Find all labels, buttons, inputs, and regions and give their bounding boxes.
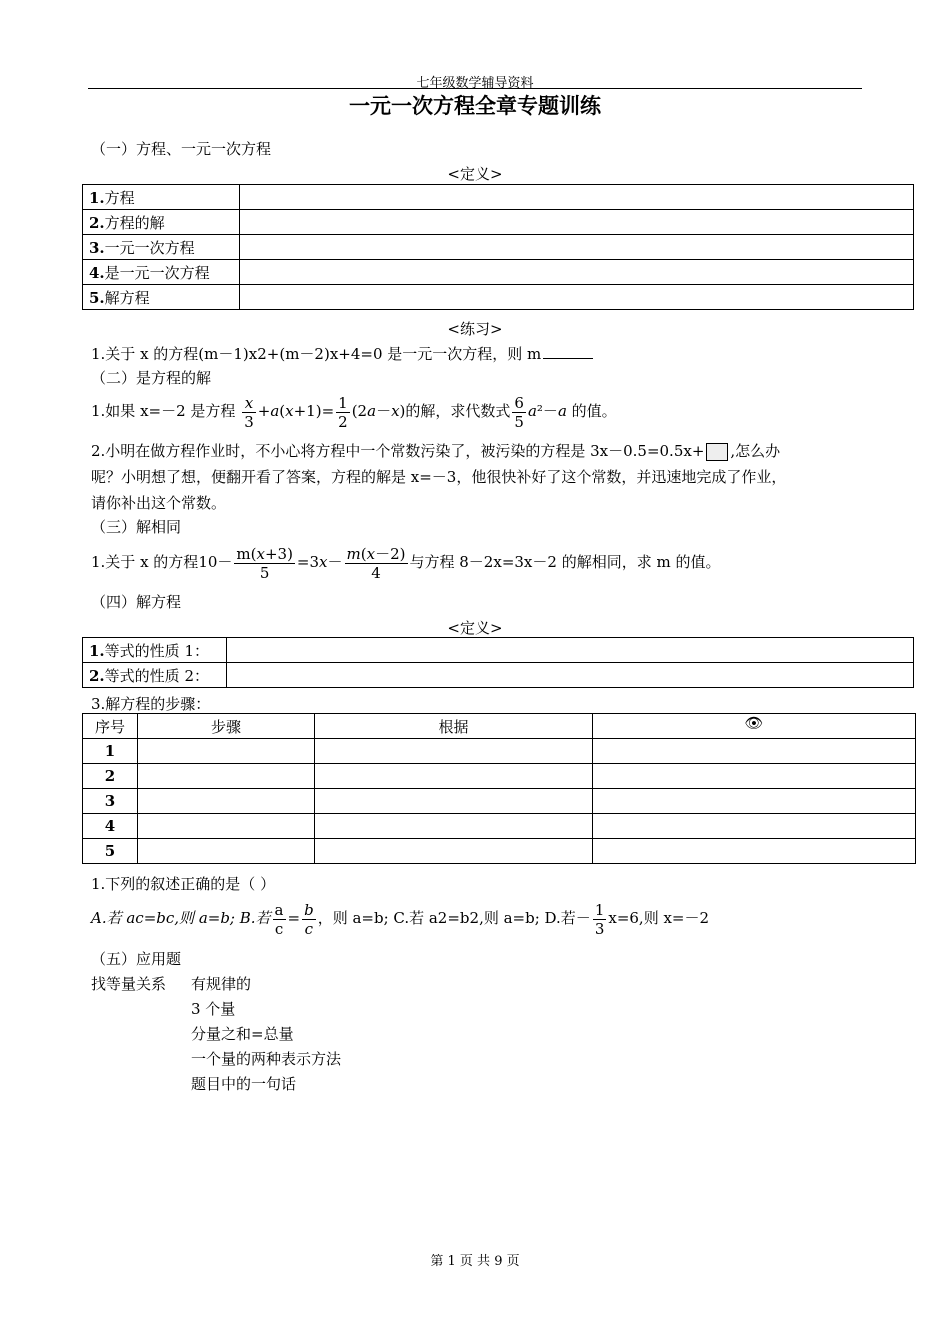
definition-label: <定义>: [447, 165, 503, 183]
basis-cell[interactable]: [315, 789, 593, 814]
step-number: 5: [83, 839, 138, 864]
fraction: $\frac{1}{2}$: [338, 393, 348, 431]
basis-cell[interactable]: [315, 764, 593, 789]
step-cell[interactable]: [138, 789, 315, 814]
section-1-heading: （一）方程、一元一次方程: [91, 140, 272, 158]
practice-label: <练习>: [447, 320, 503, 338]
section-3-heading: （三）解相同: [91, 518, 182, 536]
step-cell[interactable]: [138, 839, 315, 864]
basis-cell[interactable]: [315, 739, 593, 764]
multiple-choice-options: A.若 ac=bc,则 a=b; B.若 $\frac{a}{c}$ = $\frac{b}{c}$ ，则 a=b; C.若 a2=b2,则 a=b; D.若－ $\frac{1}{3}$ x=6,则 x=－2: [91, 900, 710, 938]
note-cell[interactable]: [593, 764, 916, 789]
definition-row: 1.方程: [83, 185, 240, 210]
definition-answer-cell[interactable]: [240, 285, 914, 310]
section-2-question-2-line-2: 呢？小明想了想，便翻开看了答案，方程的解是 x=－3，他很快补好了这个常数，并迅速地完成了作业，: [91, 468, 787, 486]
note-cell[interactable]: [593, 789, 916, 814]
fraction: $\frac{x}{3}$: [244, 393, 254, 431]
section-5-heading: （五）应用题: [91, 950, 182, 968]
section-2-question-1: 1.如果 x=－2 是方程 $\frac{x}{3}$ +a(x+1)= $\frac{1}{2}$ (2a－x)的解，求代数式 $\frac{6}{5}$ a²－a 的值。: [91, 393, 617, 431]
fraction: $\frac{a}{c}$: [274, 900, 284, 938]
step-number: 1: [83, 739, 138, 764]
step-cell[interactable]: [138, 814, 315, 839]
property-answer-cell[interactable]: [227, 663, 914, 688]
steps-table: [82, 713, 916, 864]
property-row: 2.等式的性质 2：: [83, 663, 227, 688]
application-item: 有规律的: [191, 975, 252, 993]
definition-answer-cell[interactable]: [240, 260, 914, 285]
page-title: 一元一次方程全章专题训练: [349, 94, 601, 118]
step-number: 3: [83, 789, 138, 814]
eye-icon: 👁: [593, 714, 916, 739]
note-cell[interactable]: [593, 814, 916, 839]
definition-answer-cell[interactable]: [240, 185, 914, 210]
practice-question-1: 1.关于 x 的方程(m－1)x2+(m－2)x+4=0 是一元一次方程，则 m: [91, 343, 593, 364]
basis-cell[interactable]: [315, 814, 593, 839]
step-number: 2: [83, 764, 138, 789]
definition-answer-cell[interactable]: [240, 235, 914, 260]
fraction: $\frac{m(x+3)}{5}$: [236, 544, 293, 582]
application-label: 找等量关系: [91, 975, 167, 993]
page-footer: 第 1 页 共 9 页: [430, 1254, 520, 1269]
definition-row: 3.一元一次方程: [83, 235, 240, 260]
definition-row: 5.解方程: [83, 285, 240, 310]
header-rule: [88, 88, 862, 89]
column-header-step: 步骤: [138, 714, 315, 739]
multiple-choice-question: 1.下列的叙述正确的是（ ）: [91, 875, 276, 893]
section-4-heading: （四）解方程: [91, 593, 182, 611]
page-header: 七年级数学辅导资料: [416, 76, 534, 91]
section-2-heading: （二）是方程的解: [91, 369, 212, 387]
definition-row: 4.是一元一次方程: [83, 260, 240, 285]
property-answer-cell[interactable]: [227, 638, 914, 663]
answer-blank[interactable]: [543, 346, 593, 359]
column-header-basis: 根据: [315, 714, 593, 739]
definition-answer-cell[interactable]: [240, 210, 914, 235]
fraction: $\frac{b}{c}$: [304, 900, 314, 938]
application-item: 3 个量: [191, 1000, 236, 1018]
step-cell[interactable]: [138, 764, 315, 789]
section-3-question-1: 1.关于 x 的方程10－ $\frac{m(x+3)}{5}$ =3x－ $\frac{m(x-2)}{4}$ 与方程 8－2x=3x－2 的解相同，求 m 的值。: [91, 544, 721, 582]
section-2-question-2-line-3: 请你补出这个常数。: [91, 494, 227, 512]
note-cell[interactable]: [593, 739, 916, 764]
smudged-constant-box: [706, 443, 728, 461]
property-row: 1.等式的性质 1：: [83, 638, 227, 663]
definition-label-2: <定义>: [447, 619, 503, 637]
property-table: [82, 637, 914, 688]
fraction: $\frac{m(x-2)}{4}$: [346, 544, 406, 582]
note-cell[interactable]: [593, 839, 916, 864]
step-cell[interactable]: [138, 739, 315, 764]
application-item: 分量之和=总量: [191, 1025, 294, 1043]
definition-table: [82, 184, 914, 310]
fraction: $\frac{1}{3}$: [594, 900, 605, 938]
steps-label: 3.解方程的步骤：: [91, 695, 211, 713]
step-number: 4: [83, 814, 138, 839]
fraction: $\frac{6}{5}$: [514, 393, 524, 431]
application-item: 一个量的两种表示方法: [191, 1050, 342, 1068]
column-header-index: 序号: [83, 714, 138, 739]
application-item: 题目中的一句话: [191, 1075, 297, 1093]
basis-cell[interactable]: [315, 839, 593, 864]
definition-row: 2.方程的解: [83, 210, 240, 235]
section-2-question-2-line-1: 2.小明在做方程作业时，不小心将方程中一个常数污染了，被污染的方程是 3x－0.5=0.5x+ ,怎么办: [91, 442, 781, 460]
